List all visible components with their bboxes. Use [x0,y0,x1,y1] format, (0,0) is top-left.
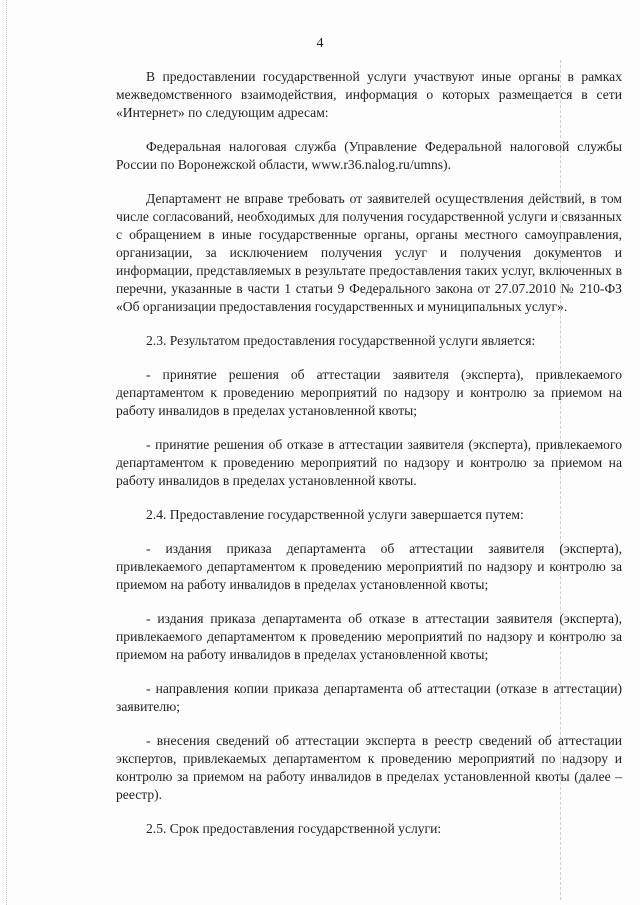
list-item-order-attestation: - издания приказа департамента об аттестации заявителя (эксперта), привлекаемого департаментом к проведению мероприятий по надзору и контролю за приемом на работу инвалидов в пределах установленной квоты; [116,541,622,592]
paragraph-department-restrictions: Департамент не вправе требовать от заявителей осуществления действий, в том числе согласований, необходимых для получения государственной услуги и связанных с обращением в иные государственные органы, органы местного самоуправления, организации, за исключением получения услуг и получения документов и информации, представляемых в результате предоставления таких услуг, включенных в перечни, указанные в части 1 статьи 9 Федерального закона от 27.07.2010 № 210-ФЗ «Об организации предоставления государственных и муниципальных услуг». [116,191,622,314]
paragraph-tax-service-address: Федеральная налоговая служба (Управление Федеральной налоговой службы России по Воронежской области, www.r36.nalog.ru/umns). [116,139,622,172]
list-item-registry-entry: - внесения сведений об аттестации эксперта в реестр сведений об аттестации экспертов, привлекаемых департаментом к проведению мероприятий по надзору и контролю за приемом на работу инвалидов в пределах установленной квоты (далее – реестр). [116,733,622,802]
list-item-attestation-decision: - принятие решения об аттестации заявителя (эксперта), привлекаемого департаментом к проведению мероприятий по надзору и контролю за приемом на работу инвалидов в пределах установленной квоты; [116,367,622,418]
paragraph-interagency-participation: В предоставлении государственной услуги участвуют иные органы в рамках межведомственного взаимодействия, информация о которых размещается в сети «Интернет» по следующим адресам: [116,69,622,120]
document-body [116,68,622,838]
section-2-4-heading: 2.4. Предоставление государственной услуги завершается путем: [146,507,524,522]
section-2-5-heading: 2.5. Срок предоставления государственной услуги: [146,821,442,836]
list-item-order-refusal: - издания приказа департамента об отказе в аттестации заявителя (эксперта), привлекаемого департаментом к проведению мероприятий по надзору и контролю за приемом на работу инвалидов в пределах установленной квоты; [116,611,622,662]
list-item-copy-order: - направления копии приказа департамента об аттестации (отказе в аттестации) заявителю; [116,681,622,714]
page-number: 4 [316,36,324,51]
list-item-refusal-decision: - принятие решения об отказе в аттестации заявителя (эксперта), привлекаемого департаментом к проведению мероприятий по надзору и контролю за приемом на работу инвалидов в пределах установленной квоты. [116,437,622,488]
scan-left-edge [6,0,8,905]
section-2-3-heading: 2.3. Результатом предоставления государственной услуги является: [146,333,536,348]
